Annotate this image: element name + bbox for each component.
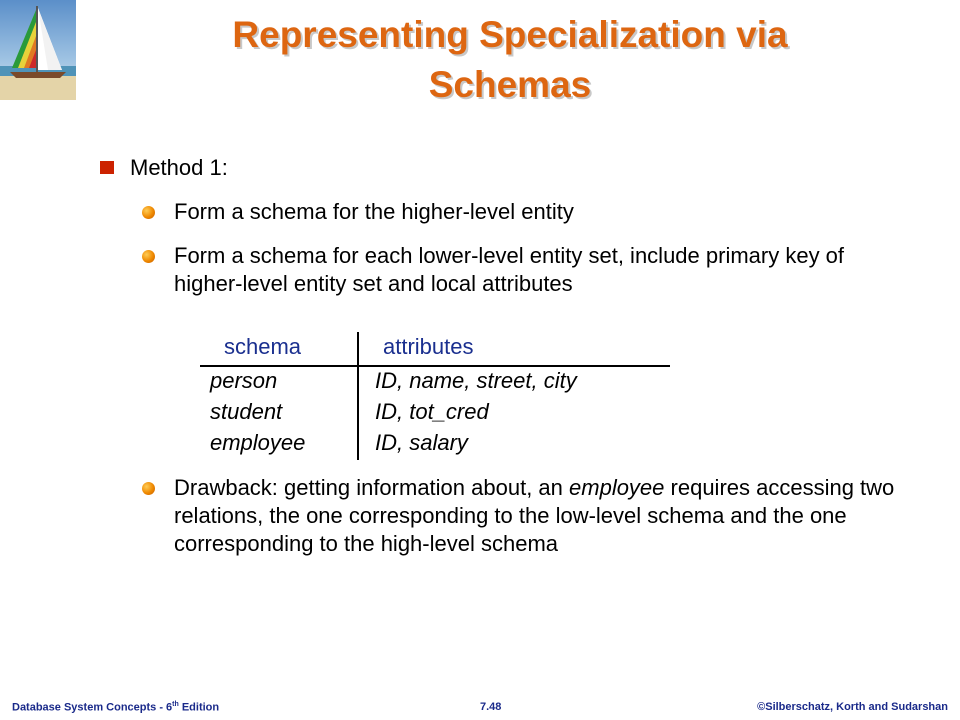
round-bullet-icon <box>142 482 155 495</box>
bullet-item <box>142 198 902 226</box>
footer-copyright: ©Silberschatz, Korth and Sudarshan <box>757 701 948 713</box>
bullet-text: Form a schema for the higher-level entity <box>174 199 574 224</box>
footer-book-sup: th <box>172 701 179 708</box>
table-header-attributes: attributes <box>383 334 474 359</box>
bullet-text: Form a schema for each lower-level entity set, include primary key of higher-level entity set and local attributes <box>174 243 845 296</box>
schema-cell: employee <box>210 430 306 455</box>
attributes-cell: ID, name, street, city <box>375 368 577 393</box>
footer-page-number: 7.48 <box>480 701 502 713</box>
bullet-item <box>142 242 902 298</box>
drawback-prefix: Drawback: getting information about, an <box>174 475 570 500</box>
footer-book-title <box>12 701 219 714</box>
drawback-suffix: requires accessing two relations, the one corresponding to the low-level schema and the one corresponding to the high-level schema <box>174 475 895 556</box>
sailboat-logo-icon <box>0 0 76 100</box>
table-divider-horizontal <box>200 365 670 367</box>
round-bullet-icon <box>142 206 155 219</box>
round-bullet-icon <box>142 250 155 263</box>
attributes-cell: ID, tot_cred <box>375 399 489 424</box>
bullet-drawback <box>142 474 902 590</box>
method-label: Method 1: <box>130 155 228 180</box>
table-divider-vertical <box>357 332 359 460</box>
footer-book-suffix: Edition <box>178 701 220 714</box>
schema-cell: person <box>210 368 278 393</box>
drawback-emphasis: employee <box>569 475 665 500</box>
table-header-schema: schema <box>224 334 302 359</box>
footer-book-prefix: Database System Concepts - 6 <box>12 701 173 714</box>
slide-footer <box>0 698 960 720</box>
schema-cell: student <box>210 399 283 424</box>
square-bullet-icon <box>100 161 114 174</box>
drawback-text <box>174 474 902 558</box>
schema-table <box>200 332 680 462</box>
attributes-cell: ID, salary <box>375 430 468 455</box>
slide-title: Representing Specialization via Schemas <box>232 14 788 105</box>
